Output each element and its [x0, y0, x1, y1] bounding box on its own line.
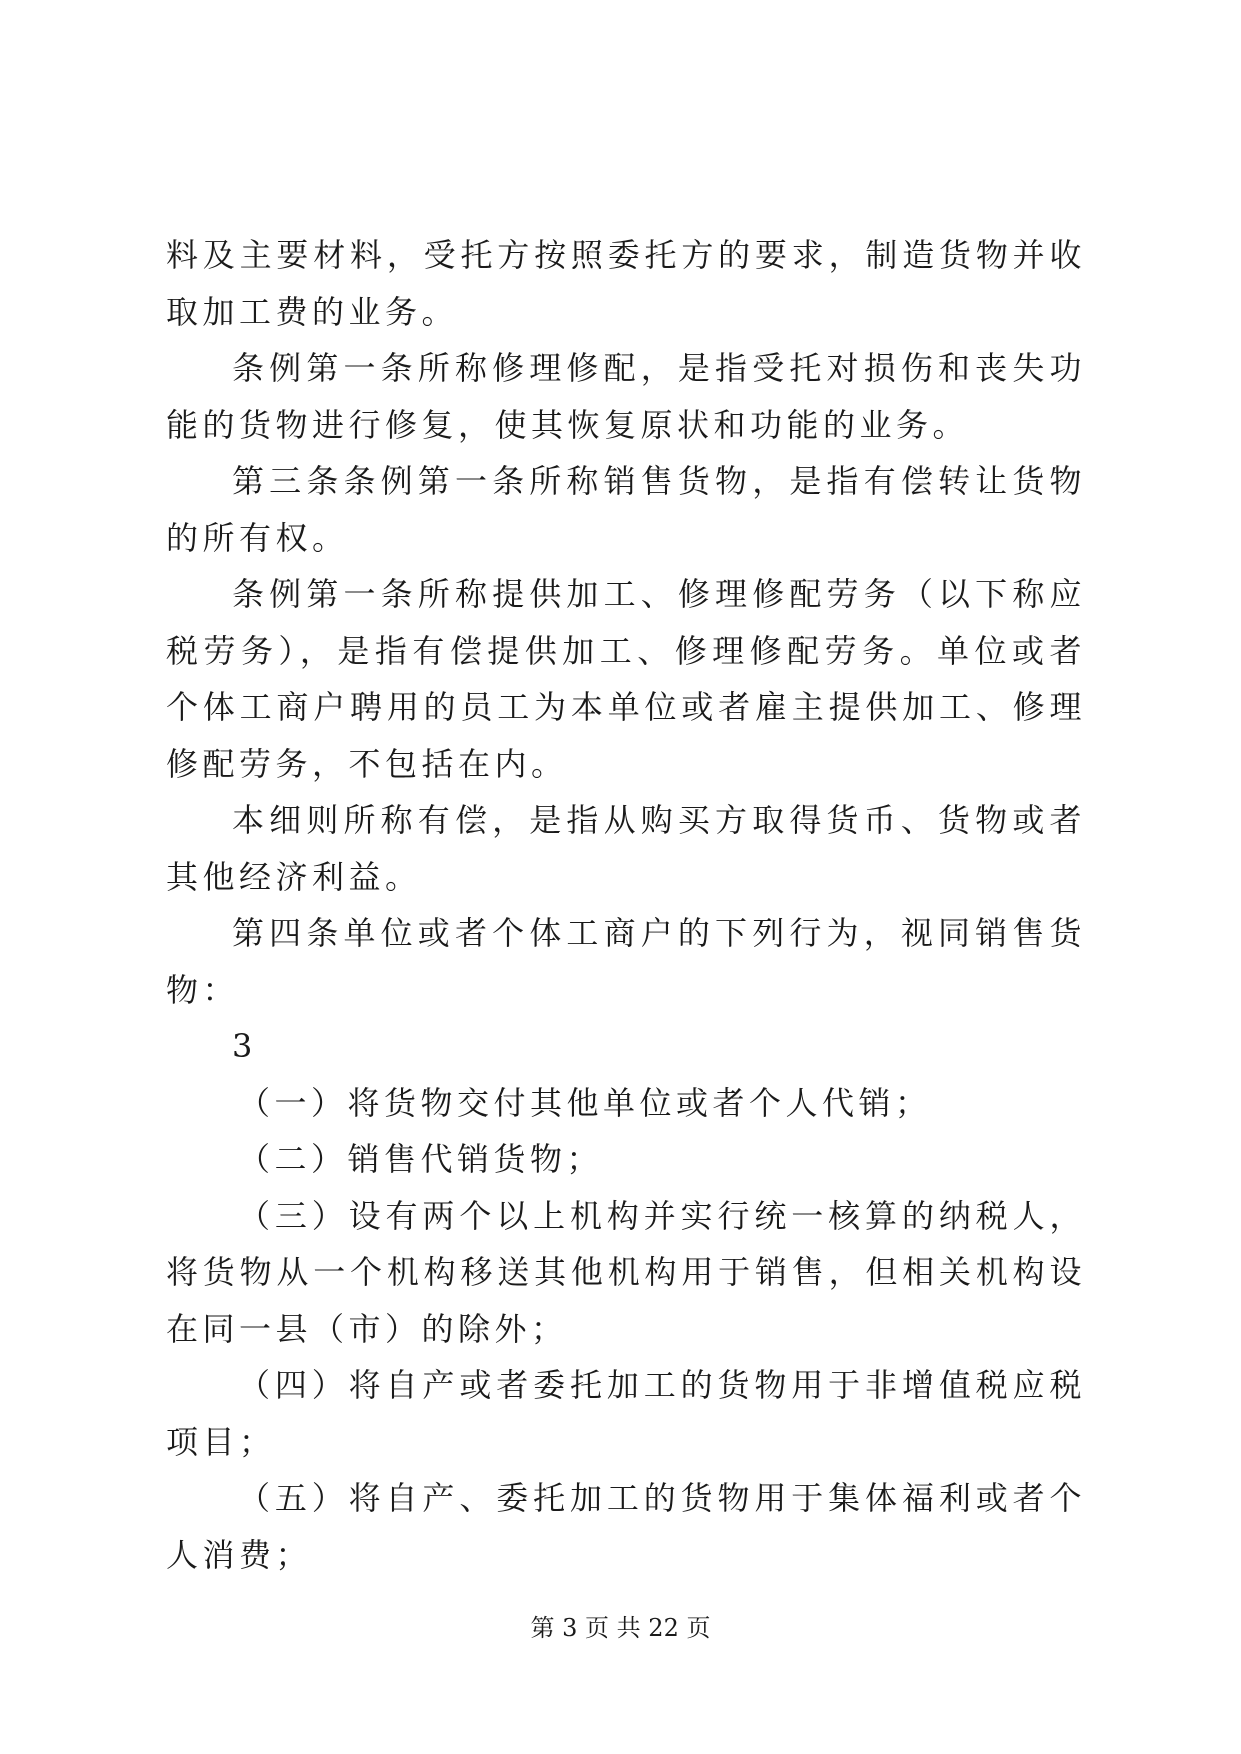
list-item-3: （三）设有两个以上机构并实行统一核算的纳税人，将货物从一个机构移送其他机构用于销售，但相关机构设在同一县（市）的除外；: [166, 1196, 1086, 1348]
list-item-1: （一）将货物交付其他单位或者个人代销；: [238, 1083, 932, 1122]
inline-page-number: 3: [232, 1027, 253, 1065]
list-item-2: （二）销售代销货物；: [238, 1140, 604, 1178]
paragraph-compensation-definition: 本细则所称有偿，是指从购买方取得货币、货物或者其他经济利益。: [166, 801, 1086, 896]
paragraph-continuation: 料及主要材料，受托方按照委托方的要求，制造货物并收取加工费的业务。: [166, 236, 1086, 331]
paragraph-article-4: 第四条单位或者个体工商户的下列行为，视同销售货物：: [166, 914, 1086, 1009]
document-body: [166, 227, 1086, 1583]
page-footer: 第 3 页 共 22 页: [530, 1614, 711, 1642]
paragraph-taxable-services: 条例第一条所称提供加工、修理修配劳务（以下称应税劳务），是指有偿提供加工、修理修配劳务。单位或者个体工商户聘用的员工为本单位或者雇主提供加工、修理修配劳务，不包括在内。: [166, 575, 1086, 783]
list-item-5: （五）将自产、委托加工的货物用于集体福利或者个人消费；: [166, 1479, 1086, 1574]
paragraph-article-3: 第三条条例第一条所称销售货物，是指有偿转让货物的所有权。: [166, 462, 1086, 557]
list-item-4: （四）将自产或者委托加工的货物用于非增值税应税项目；: [166, 1366, 1086, 1461]
paragraph-repair-definition: 条例第一条所称修理修配，是指受托对损伤和丧失功能的货物进行修复，使其恢复原状和功能的业务。: [166, 349, 1086, 444]
